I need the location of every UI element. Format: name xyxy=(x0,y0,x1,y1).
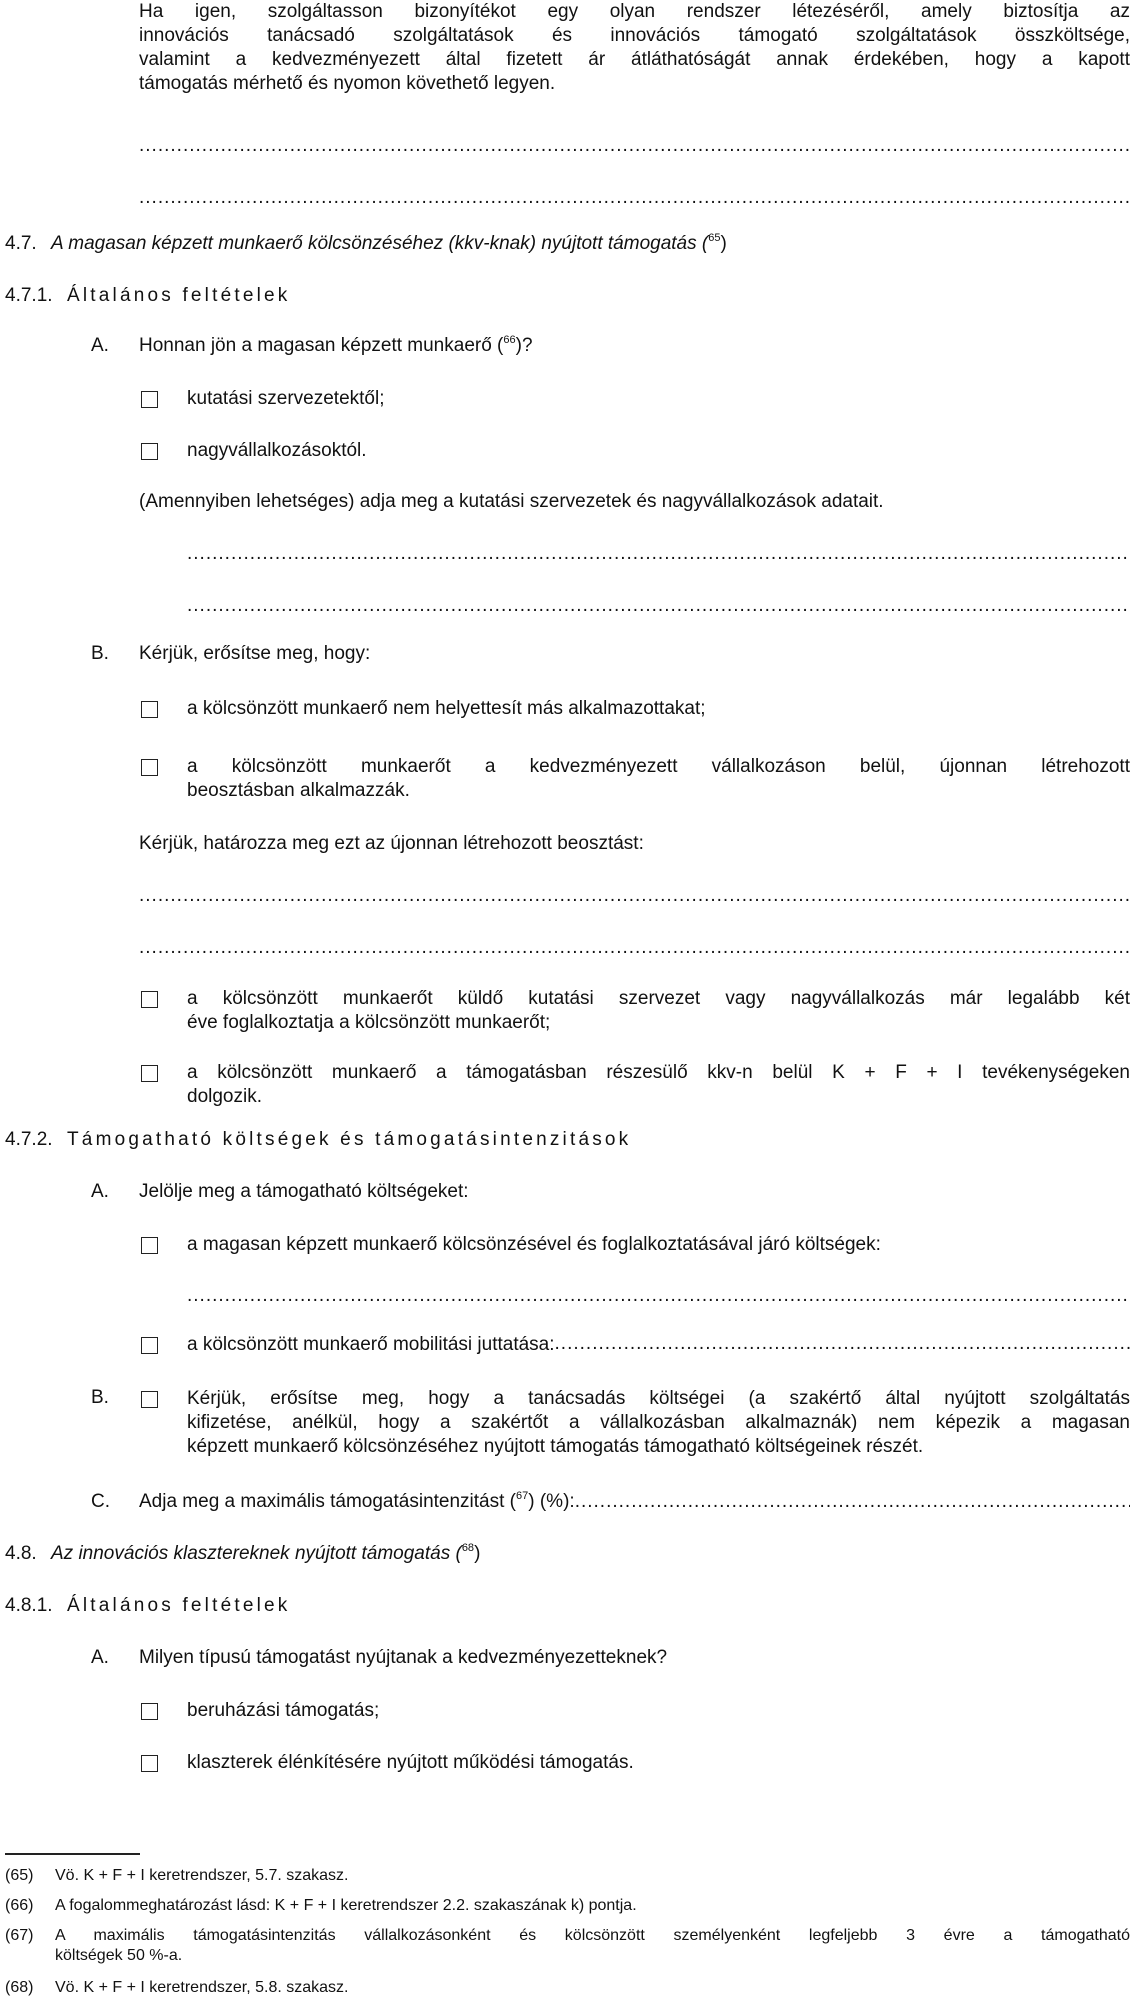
option-label: nagyvállalkozásoktól. xyxy=(187,440,367,461)
instruction-text: (Amennyiben lehetséges) adja meg a kutatási szervezetek és nagyvállalkozások adatait. xyxy=(139,491,884,512)
intro-line: innovációs tanácsadó szolgáltatások és innovációs támogató szolgáltatások összköltsége, xyxy=(139,25,1130,46)
question-text-close: ) (%): xyxy=(528,1491,575,1512)
footnote-mark: (67) xyxy=(5,1927,34,1944)
checkbox[interactable] xyxy=(141,391,158,408)
option-line: kifizetése, anélkül, hogy a szakértőt a vállalkozásban alkalmaznák) nem képezik a magasan xyxy=(187,1412,1130,1433)
checkbox[interactable] xyxy=(141,1237,158,1254)
answer-line[interactable] xyxy=(139,135,1130,157)
checkbox[interactable] xyxy=(141,1755,158,1772)
question-text: Milyen típusú támogatást nyújtanak a kedvezményezetteknek? xyxy=(139,1647,668,1668)
footnote-text: Vö. K + F + I keretrendszer, 5.7. szakasz. xyxy=(55,1867,349,1884)
instruction-text: Kérjük, határozza meg ezt az újonnan létrehozott beosztást: xyxy=(139,833,644,854)
question-text: Kérjük, erősítse meg, hogy: xyxy=(139,643,371,664)
subsection-title: Általános feltételek xyxy=(67,285,291,306)
answer-line[interactable] xyxy=(187,595,1130,617)
footnote-line: költségek 50 %-a. xyxy=(55,1947,183,1964)
intro-line: támogatás mérhető és nyomon követhető legyen. xyxy=(139,73,556,94)
checkbox[interactable] xyxy=(141,1703,158,1720)
question-text xyxy=(139,1491,1130,1513)
footnote-ref: 67 xyxy=(516,1490,529,1502)
option-label: klaszterek élénkítésére nyújtott működési támogatás. xyxy=(187,1752,634,1773)
section-title-text: Az innovációs klasztereknek nyújtott támogatás ( xyxy=(51,1543,462,1564)
question-text-wrap xyxy=(139,1491,575,1513)
answer-line[interactable] xyxy=(187,543,1130,565)
option-line: Kérjük, erősítse meg, hogy a tanácsadás költségei (a szakértő által nyújtott szolgáltatás xyxy=(187,1388,1130,1409)
footnote-line: A maximális támogatásintenzitás vállalkozásonként és kölcsönzött személyenként legfeljebb 3 évre a támogatható xyxy=(55,1927,1130,1944)
section-title xyxy=(51,233,727,255)
option-line: beosztásban alkalmazzák. xyxy=(187,780,410,801)
checkbox[interactable] xyxy=(141,991,158,1008)
question-text-main: Honnan jön a magasan képzett munkaerő ( xyxy=(139,335,504,356)
option-label xyxy=(187,1387,1130,1459)
question-letter: A. xyxy=(91,335,109,356)
footnote-ref: 66 xyxy=(503,334,516,346)
option-label xyxy=(187,1061,1130,1109)
question-text-close: )? xyxy=(515,335,533,356)
answer-line[interactable] xyxy=(139,937,1130,959)
option-line: dolgozik. xyxy=(187,1086,262,1107)
option-label: kutatási szervezetektől; xyxy=(187,388,385,409)
intro-line: Ha igen, szolgáltasson bizonyítékot egy olyan rendszer létezéséről, amely biztosítja az xyxy=(139,1,1130,22)
question-letter: A. xyxy=(91,1647,109,1668)
option-label xyxy=(187,755,1130,803)
paren: ) xyxy=(474,1543,481,1564)
intro-line: valamint a kedvezményezett által fizetett ár átláthatóságát annak érdekében, hogy a kapott xyxy=(139,49,1130,70)
footnote-text: A fogalommeghatározást lásd: K + F + I keretrendszer 2.2. szakaszának k) pontja. xyxy=(55,1897,637,1914)
option-label xyxy=(187,987,1130,1035)
question-text xyxy=(139,335,533,357)
option-label: a magasan képzett munkaerő kölcsönzésével és foglalkoztatásával járó költségek: xyxy=(187,1234,881,1255)
section-title-text: A magasan képzett munkaerő kölcsönzéséhez (kkv-knak) nyújtott támogatás ( xyxy=(51,233,709,254)
subsection-number: 4.7.1. xyxy=(5,285,53,306)
option-text: a kölcsönzött munkaerő mobilitási juttatása: xyxy=(187,1334,555,1355)
footnote-text xyxy=(55,1926,1130,1966)
footnote-ref: 65 xyxy=(708,232,721,244)
question-letter: B. xyxy=(91,1387,109,1408)
footnote-mark: (65) xyxy=(5,1867,34,1884)
option-line: a kölcsönzött munkaerő a támogatásban részesülő kkv-n belül K + F + I tevékenységeken xyxy=(187,1062,1130,1083)
answer-line[interactable] xyxy=(187,1285,1130,1307)
section-number: 4.8. xyxy=(5,1543,37,1564)
footnote-ref: 68 xyxy=(461,1542,475,1554)
option-label xyxy=(187,1333,1130,1357)
subsection-title: Támogatható költségek és támogatásintenzitások xyxy=(67,1129,632,1150)
question-letter: A. xyxy=(91,1181,109,1202)
footnote-mark: (68) xyxy=(5,1979,34,1996)
answer-line[interactable] xyxy=(139,885,1130,907)
option-line: a kölcsönzött munkaerőt a kedvezményezett vállalkozáson belül, újonnan létrehozott xyxy=(187,756,1130,777)
section-number: 4.7. xyxy=(5,233,37,254)
checkbox[interactable] xyxy=(141,443,158,460)
subsection-number: 4.8.1. xyxy=(5,1595,53,1616)
question-letter: B. xyxy=(91,643,109,664)
question-text: Jelölje meg a támogatható költségeket: xyxy=(139,1181,469,1202)
checkbox[interactable] xyxy=(141,701,158,718)
checkbox[interactable] xyxy=(141,759,158,776)
footnote-text: Vö. K + F + I keretrendszer, 5.8. szakasz. xyxy=(55,1979,349,1996)
paren: ) xyxy=(720,233,727,254)
checkbox[interactable] xyxy=(141,1065,158,1082)
option-label: a kölcsönzött munkaerő nem helyettesít más alkalmazottakat; xyxy=(187,698,706,719)
option-line: a kölcsönzött munkaerőt küldő kutatási szervezet vagy nagyvállalkozás már legalább két xyxy=(187,988,1130,1009)
option-line: éve foglalkoztatja a kölcsönzött munkaerőt; xyxy=(187,1012,551,1033)
question-text-main: Adja meg a maximális támogatásintenzitást ( xyxy=(139,1491,516,1512)
subsection-title: Általános feltételek xyxy=(67,1595,291,1616)
footnote-mark: (66) xyxy=(5,1897,34,1914)
answer-line[interactable] xyxy=(555,1333,1130,1355)
subsection-number: 4.7.2. xyxy=(5,1129,53,1150)
section-title xyxy=(51,1543,480,1565)
intro-paragraph xyxy=(139,0,1130,96)
checkbox[interactable] xyxy=(141,1337,158,1354)
answer-line[interactable] xyxy=(575,1491,1130,1513)
footnote-divider xyxy=(5,1853,140,1855)
answer-line[interactable] xyxy=(139,187,1130,209)
option-label: beruházási támogatás; xyxy=(187,1700,380,1721)
option-line: képzett munkaerő kölcsönzéséhez nyújtott támogatás támogatható költségeinek részét. xyxy=(187,1436,924,1457)
checkbox[interactable] xyxy=(141,1391,158,1408)
question-letter: C. xyxy=(91,1491,110,1512)
